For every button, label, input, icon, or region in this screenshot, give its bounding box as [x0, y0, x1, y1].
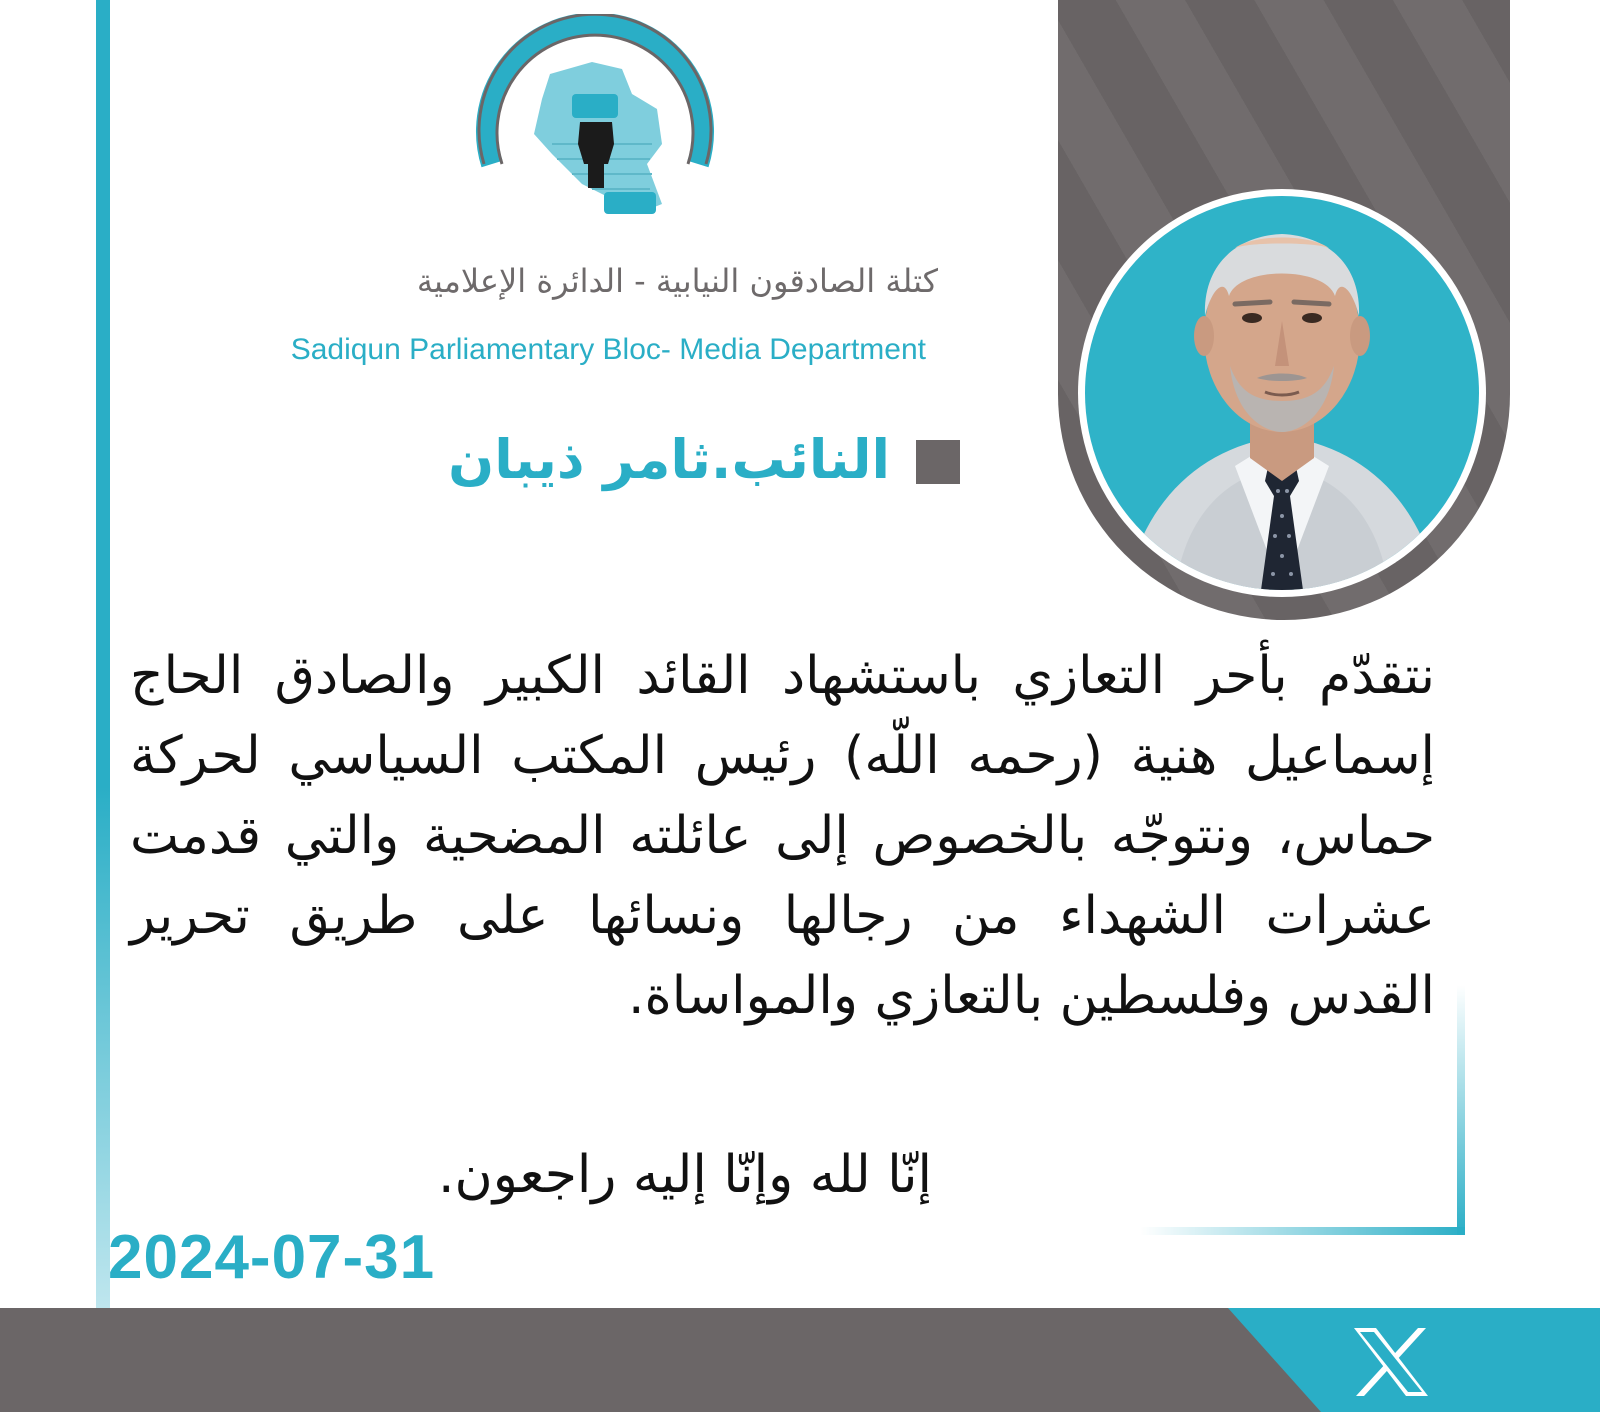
statement-body: نتقدّم بأحر التعازي باستشهاد القائد الكبير والصادق الحاج إسماعيل هنية (رحمه اللّه) رئيس المكتب السياسي لحركة حماس، ونتوجّه بالخصوص إلى عائلته المضحية والتي قدمت عشرات الشهداء من رجالها ونسائها على طريق تحرير القدس وفلسطين بالتعازي والمواساة.	[130, 646, 1435, 1026]
speaker-portrait	[1085, 196, 1479, 590]
statement-date: 2024-07-31	[108, 1223, 436, 1292]
bloc-logo	[472, 14, 718, 260]
x-logo-icon[interactable]	[1346, 1308, 1436, 1412]
logo-emblem	[472, 14, 718, 260]
statement-closing: إنّا لله وإنّا إليه راجعون.	[438, 1145, 932, 1205]
left-accent-bar	[96, 0, 110, 1310]
portrait-illustration	[1085, 196, 1479, 590]
bullet-square-icon	[916, 440, 960, 484]
frame-vertical-line	[1457, 985, 1465, 1235]
frame-horizontal-line	[1140, 1227, 1465, 1235]
org-name-english: Sadiqun Parliamentary Bloc- Media Department	[290, 333, 926, 366]
speaker-name: النائب.ثامر ذيبان	[448, 428, 890, 491]
org-name-arabic: كتلة الصادقون النيابية - الدائرة الإعلامية	[416, 262, 938, 300]
speaker-name-row	[300, 420, 960, 500]
